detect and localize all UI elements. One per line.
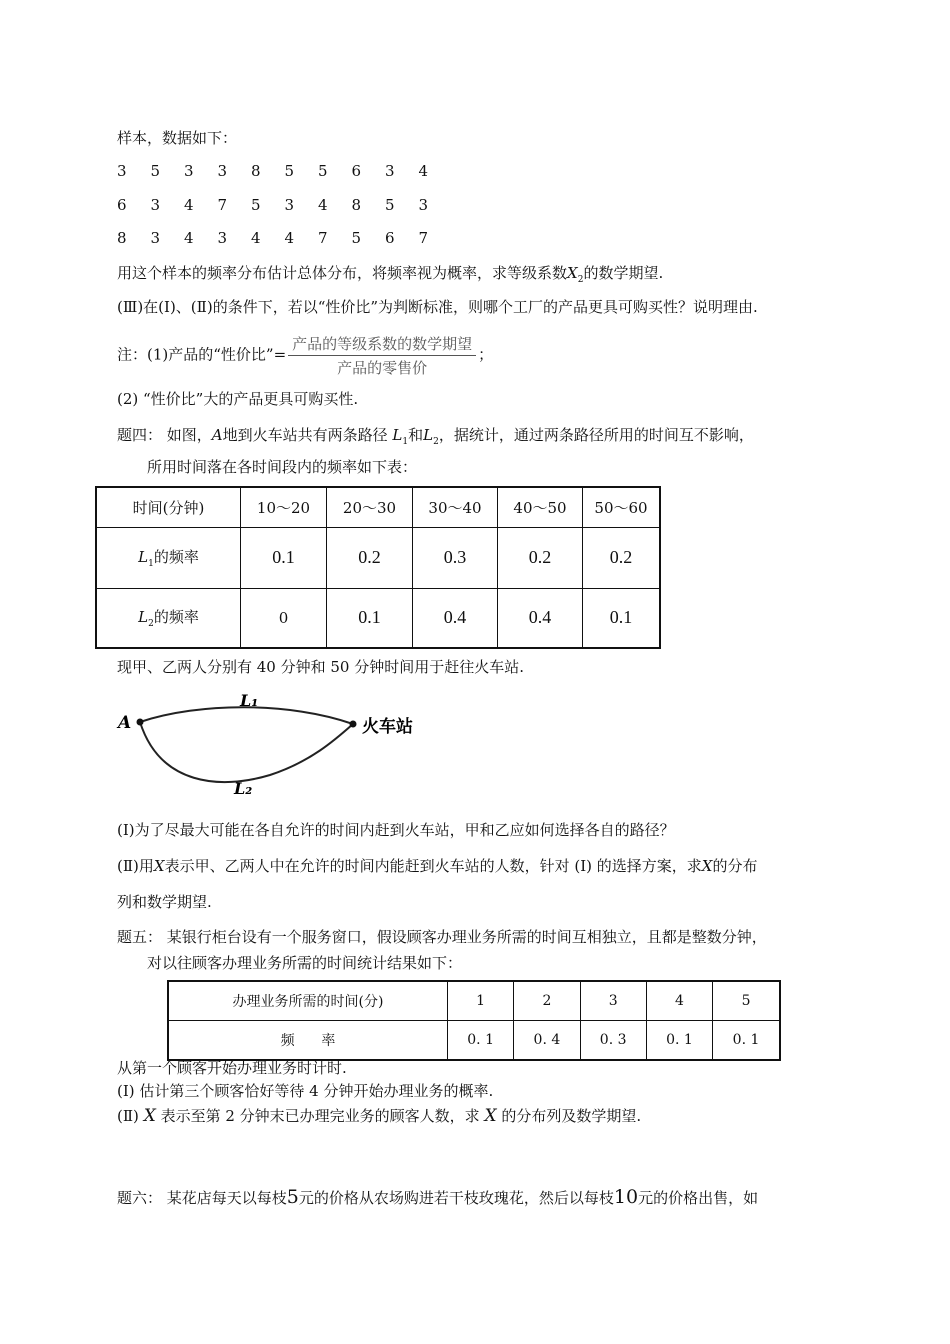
table-cell: 0.2 [498, 527, 583, 588]
table-cell: 0.3 [413, 527, 498, 588]
problem-4-q2-line-2: 列和数学期望. [117, 893, 212, 911]
table-row [96, 527, 660, 588]
table-cell: 5 [713, 981, 780, 1021]
table-cell: 0.1 [327, 588, 413, 648]
problem-4-after-table: 现甲、乙两人分别有 40 分钟和 50 分钟时间用于赶往火车站. [117, 658, 525, 676]
data-value: 5 [351, 229, 362, 247]
data-value: 5 [251, 196, 261, 214]
station-dot [350, 721, 357, 728]
table-cell: 0. 1 [646, 1021, 712, 1061]
table-header-cell: 30～40 [413, 487, 498, 527]
data-value: 3 [284, 196, 295, 214]
data-value: 6 [385, 229, 395, 247]
table-header-row [96, 487, 660, 527]
data-value: 6 [351, 162, 362, 180]
table-cell: 0.1 [241, 527, 327, 588]
problem-5-line-2: 对以往顾客办理业务所需的时间统计结果如下： [147, 954, 463, 972]
row-label-l2: $L_2$的频率 [96, 588, 241, 648]
data-row-3 [117, 229, 452, 247]
question-expectation: 用这个样本的频率分布估计总体分布，将频率视为概率，求等级系数$X_2$的数学期望. [117, 264, 664, 285]
data-value: 3 [385, 162, 395, 180]
note-2: (2) “性价比”大的产品更具可购买性. [117, 390, 359, 408]
data-value: 7 [217, 196, 228, 214]
data-value: 5 [284, 162, 295, 180]
data-row-1 [117, 162, 452, 180]
table-header-cell: 10～20 [241, 487, 327, 527]
table-row [96, 588, 660, 648]
table-cell: 0. 3 [580, 1021, 646, 1061]
note-1: 注：(1)产品的“性价比”= $\frac{\text{产品的等级系数的数学期望}}{\text{产品的零售价}}$ ； [117, 335, 494, 377]
problem-5-q1: (Ⅰ) 估计第三个顾客恰好等待 4 分钟开始办理业务的概率. [117, 1082, 494, 1100]
l1-label: L₁ [240, 691, 259, 710]
table-cell: 0.4 [413, 588, 498, 648]
point-a-dot [137, 719, 144, 726]
table-header-cell: 40～50 [498, 487, 583, 527]
question-3: (Ⅲ)在(Ⅰ)、(Ⅱ)的条件下，若以“性价比”为判断标准，则哪个工厂的产品更具可购买性？说明理由. [117, 298, 758, 316]
data-value: 5 [150, 162, 161, 180]
data-value: 3 [217, 162, 228, 180]
data-value: 3 [150, 196, 161, 214]
table-cell: 办理业务所需的时间(分) [168, 981, 448, 1021]
data-row-2 [117, 196, 452, 214]
data-value: 3 [217, 229, 228, 247]
problem-4-line-2: 所用时间落在各时间段内的频率如下表： [147, 458, 418, 476]
table-cell: 4 [646, 981, 712, 1021]
problem-4-q2: (Ⅱ)用X表示甲、乙两人中在允许的时间内能赶到火车站的人数，针对 (Ⅰ) 的选择方案，求X的分布 [117, 857, 758, 875]
table-cell: 0 [241, 588, 327, 648]
data-value: 4 [184, 229, 194, 247]
table-row [168, 1021, 780, 1061]
problem-5-after-table: 从第一个顾客开始办理业务时计时. [117, 1059, 347, 1077]
problem-6-heading: 题六： 某花店每天以每枝5元的价格从农场购进若干枝玫瑰花，然后以每枝10元的价格出售，如 [117, 1186, 759, 1208]
data-value: 5 [385, 196, 395, 214]
point-a-label: A [118, 713, 132, 733]
table-cell: 频 率 [168, 1021, 448, 1061]
table-header-cell: 20～30 [327, 487, 413, 527]
data-value: 8 [117, 229, 127, 247]
row-label-l1: $L_1$的频率 [96, 527, 241, 588]
data-value: 3 [117, 162, 127, 180]
data-value: 6 [117, 196, 127, 214]
sample-intro: 样本，数据如下： [117, 129, 238, 147]
data-value: 3 [418, 196, 429, 214]
station-label: 火车站 [362, 717, 413, 737]
table-cell: 3 [580, 981, 646, 1021]
data-value: 4 [318, 196, 328, 214]
data-value: 8 [251, 162, 261, 180]
problem-4-q1: (Ⅰ)为了尽最大可能在各自允许的时间内赶到火车站，甲和乙应如何选择各自的路径？ [117, 821, 675, 839]
ratio-fraction: $\frac{\text{产品的等级系数的数学期望}}{\text{产品的零售价}}$ [288, 333, 476, 378]
table-cell: 1 [448, 981, 514, 1021]
table-cell: 0.2 [583, 527, 661, 588]
table-cell: 0.2 [327, 527, 413, 588]
data-value: 7 [318, 229, 328, 247]
data-value: 7 [418, 229, 429, 247]
data-value: 8 [351, 196, 362, 214]
l2-label: L₂ [234, 779, 253, 798]
route-diagram [110, 690, 430, 802]
data-value: 3 [150, 229, 161, 247]
table-cell: 2 [514, 981, 580, 1021]
frequency-table-routes [95, 486, 661, 649]
data-value: 4 [251, 229, 261, 247]
table-cell: 0. 1 [713, 1021, 780, 1061]
route-l2-path [140, 722, 353, 782]
table-header-cell: 时间(分钟) [96, 487, 241, 527]
table-row [168, 981, 780, 1021]
table-header-cell: 50～60 [583, 487, 661, 527]
problem-5-q2: (Ⅱ) X 表示至第 2 分钟末已办理完业务的顾客人数，求 X 的分布列及数学期望. [117, 1106, 642, 1126]
data-value: 4 [184, 196, 194, 214]
data-value: 5 [318, 162, 328, 180]
service-time-table [167, 980, 781, 1061]
table-cell: 0. 4 [514, 1021, 580, 1061]
data-value: 4 [284, 229, 295, 247]
table-cell: 0. 1 [448, 1021, 514, 1061]
data-value: 3 [184, 162, 194, 180]
data-value: 4 [418, 162, 429, 180]
problem-4-heading: 题四： 如图，A地到火车站共有两条路径 $L_1$和$L_2$，据统计，通过两条路径所用的时间互不影响， [117, 426, 754, 447]
problem-5-heading: 题五： 某银行柜台设有一个服务窗口，假设顾客办理业务所需的时间互相独立，且都是整数分钟， [117, 928, 767, 946]
table-cell: 0.1 [583, 588, 661, 648]
table-cell: 0.4 [498, 588, 583, 648]
